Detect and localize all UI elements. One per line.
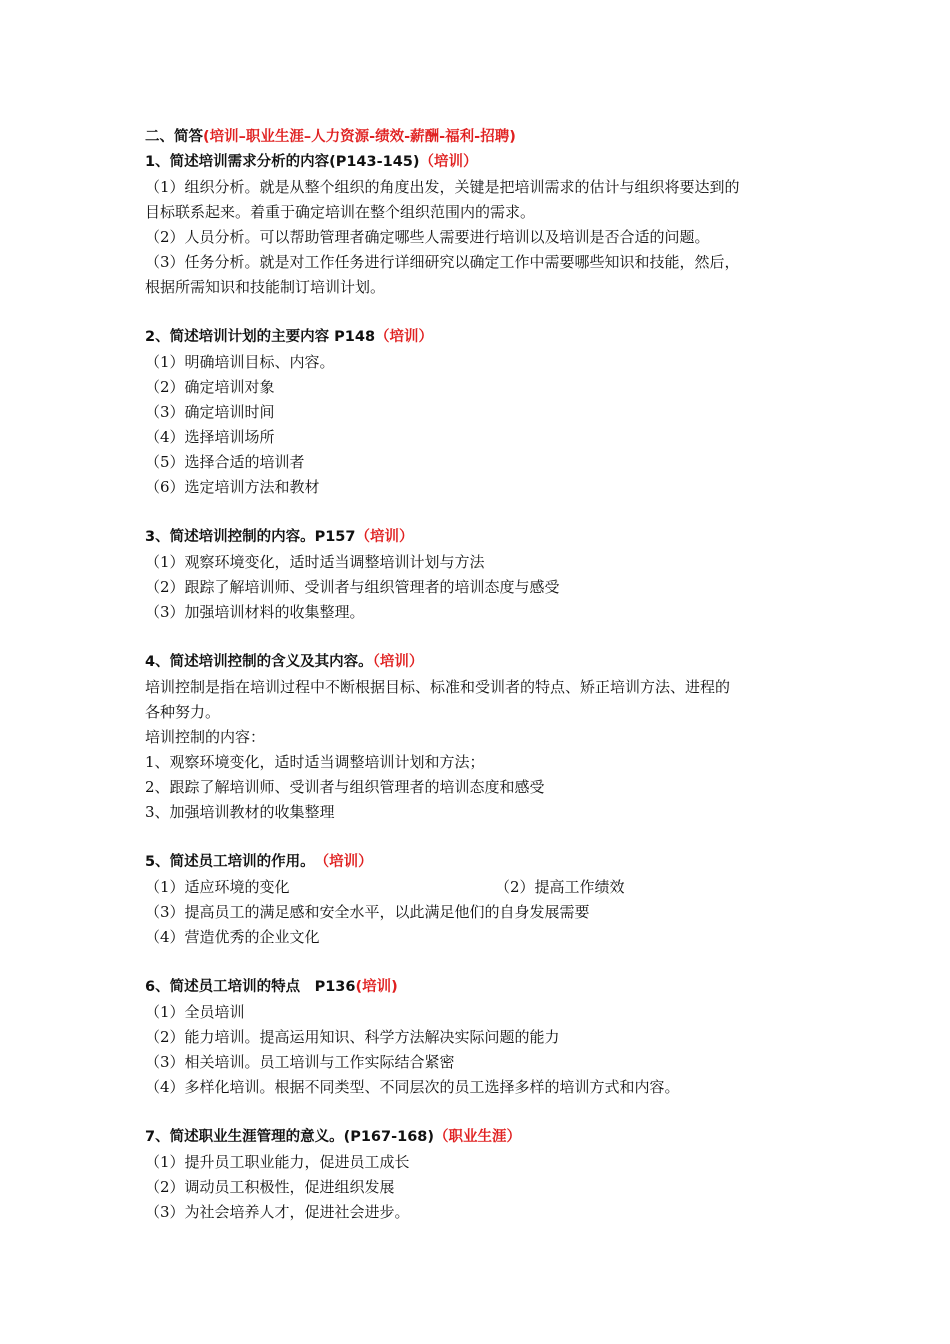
answer-line: （3）任务分析。就是对工作任务进行详细研究以确定工作中需要哪些知识和技能，然后， bbox=[145, 253, 740, 271]
answer-line: 根据所需知识和技能制订培训计划。 bbox=[145, 278, 386, 296]
answer-line: （1）全员培训 bbox=[145, 1003, 245, 1021]
answer-line: （3）提高员工的满足感和安全水平，以此满足他们的自身发展需要 bbox=[145, 903, 590, 921]
paragraph-gap bbox=[145, 825, 825, 850]
answer-line: （2）跟踪了解培训师、受训者与组织管理者的培训态度与感受 bbox=[145, 578, 560, 596]
answer-line: （3）为社会培养人才，促进社会进步。 bbox=[145, 1203, 410, 1221]
answer-item-left: （1）适应环境的变化 bbox=[145, 878, 290, 896]
answer-line: （1）观察环境变化，适时适当调整培训计划与方法 bbox=[145, 553, 485, 571]
answer-line: 2、跟踪了解培训师、受训者与组织管理者的培训态度和感受 bbox=[145, 778, 545, 796]
answer-line: （5）选择合适的培训者 bbox=[145, 453, 305, 471]
answer-line: （3）确定培训时间 bbox=[145, 403, 275, 421]
section-heading bbox=[145, 125, 825, 150]
answer-item-right: （2）提高工作绩效 bbox=[495, 878, 625, 896]
answer-line: 培训控制是指在培训过程中不断根据目标、标准和受训者的特点、矫正培训方法、进程的 bbox=[145, 678, 731, 696]
answer-line: （4）多样化培训。根据不同类型、不同层次的员工选择多样的培训方式和内容。 bbox=[145, 1078, 680, 1096]
question-5-tag: （培训） bbox=[321, 854, 373, 870]
answer-line: （3）相关培训。员工培训与工作实际结合紧密 bbox=[145, 1053, 455, 1071]
answer-line: （1）明确培训目标、内容。 bbox=[145, 353, 335, 371]
paragraph-gap bbox=[145, 300, 825, 325]
paragraph-gap bbox=[145, 1100, 825, 1125]
question-6-title: 6、简述员工培训的特点 P136 bbox=[145, 979, 356, 995]
question-1-tag: （培训） bbox=[419, 154, 478, 170]
section-tag: (培训–职业生涯–人力资源-绩效-薪酬-福利-招聘) bbox=[203, 129, 516, 145]
question-4-tag: （培训） bbox=[372, 654, 424, 670]
question-2-heading bbox=[145, 325, 825, 350]
question-7-title: 7、简述职业生涯管理的意义。(P167-168) bbox=[145, 1129, 435, 1145]
paragraph-gap bbox=[145, 500, 825, 525]
question-7-tag: （职业生涯） bbox=[434, 1129, 522, 1145]
answer-line: 1、观察环境变化，适时适当调整培训计划和方法； bbox=[145, 753, 485, 771]
question-7-heading bbox=[145, 1125, 825, 1150]
question-3-heading bbox=[145, 525, 825, 550]
section-title: 二、简答 bbox=[145, 129, 203, 145]
answer-line: （1）组织分析。就是从整个组织的角度出发，关键是把培训需求的估计与组织将要达到的 bbox=[145, 178, 740, 196]
answer-line: （2）确定培训对象 bbox=[145, 378, 275, 396]
answer-line: 3、加强培训教材的收集整理 bbox=[145, 803, 335, 821]
question-2-tag: （培训） bbox=[375, 329, 434, 345]
answer-line: 各种努力。 bbox=[145, 703, 221, 721]
question-6-heading bbox=[145, 975, 825, 1000]
question-2-title: 2、简述培训计划的主要内容 P148 bbox=[145, 329, 376, 345]
answer-line: （3）加强培训材料的收集整理。 bbox=[145, 603, 365, 621]
answer-line: （6）选定培训方法和教材 bbox=[145, 478, 320, 496]
answer-line-two-column bbox=[145, 875, 825, 900]
question-4-title: 4、简述培训控制的含义及其内容。 bbox=[145, 654, 373, 670]
answer-line: 培训控制的内容： bbox=[145, 728, 266, 746]
answer-line: （2）能力培训。提高运用知识、科学方法解决实际问题的能力 bbox=[145, 1028, 560, 1046]
question-5-title: 5、简述员工培训的作用。 bbox=[145, 854, 308, 870]
paragraph-gap bbox=[145, 950, 825, 975]
question-4-heading bbox=[145, 650, 825, 675]
question-3-tag: （培训） bbox=[355, 529, 414, 545]
question-1-title: 1、简述培训需求分析的内容(P143-145) bbox=[145, 154, 420, 170]
document-content bbox=[145, 125, 825, 1225]
answer-line: （2）人员分析。可以帮助管理者确定哪些人需要进行培训以及培训是否合适的问题。 bbox=[145, 228, 710, 246]
question-5-heading bbox=[145, 850, 825, 875]
answer-line: （1）提升员工职业能力，促进员工成长 bbox=[145, 1153, 410, 1171]
question-6-tag: (培训) bbox=[355, 979, 398, 995]
paragraph-gap bbox=[145, 625, 825, 650]
question-3-title: 3、简述培训控制的内容。P157 bbox=[145, 529, 356, 545]
answer-line: （4）营造优秀的企业文化 bbox=[145, 928, 320, 946]
answer-line: （2）调动员工积极性，促进组织发展 bbox=[145, 1178, 395, 1196]
answer-line: （4）选择培训场所 bbox=[145, 428, 275, 446]
answer-line: 目标联系起来。着重于确定培训在整个组织范围内的需求。 bbox=[145, 203, 536, 221]
question-1-heading bbox=[145, 150, 825, 175]
